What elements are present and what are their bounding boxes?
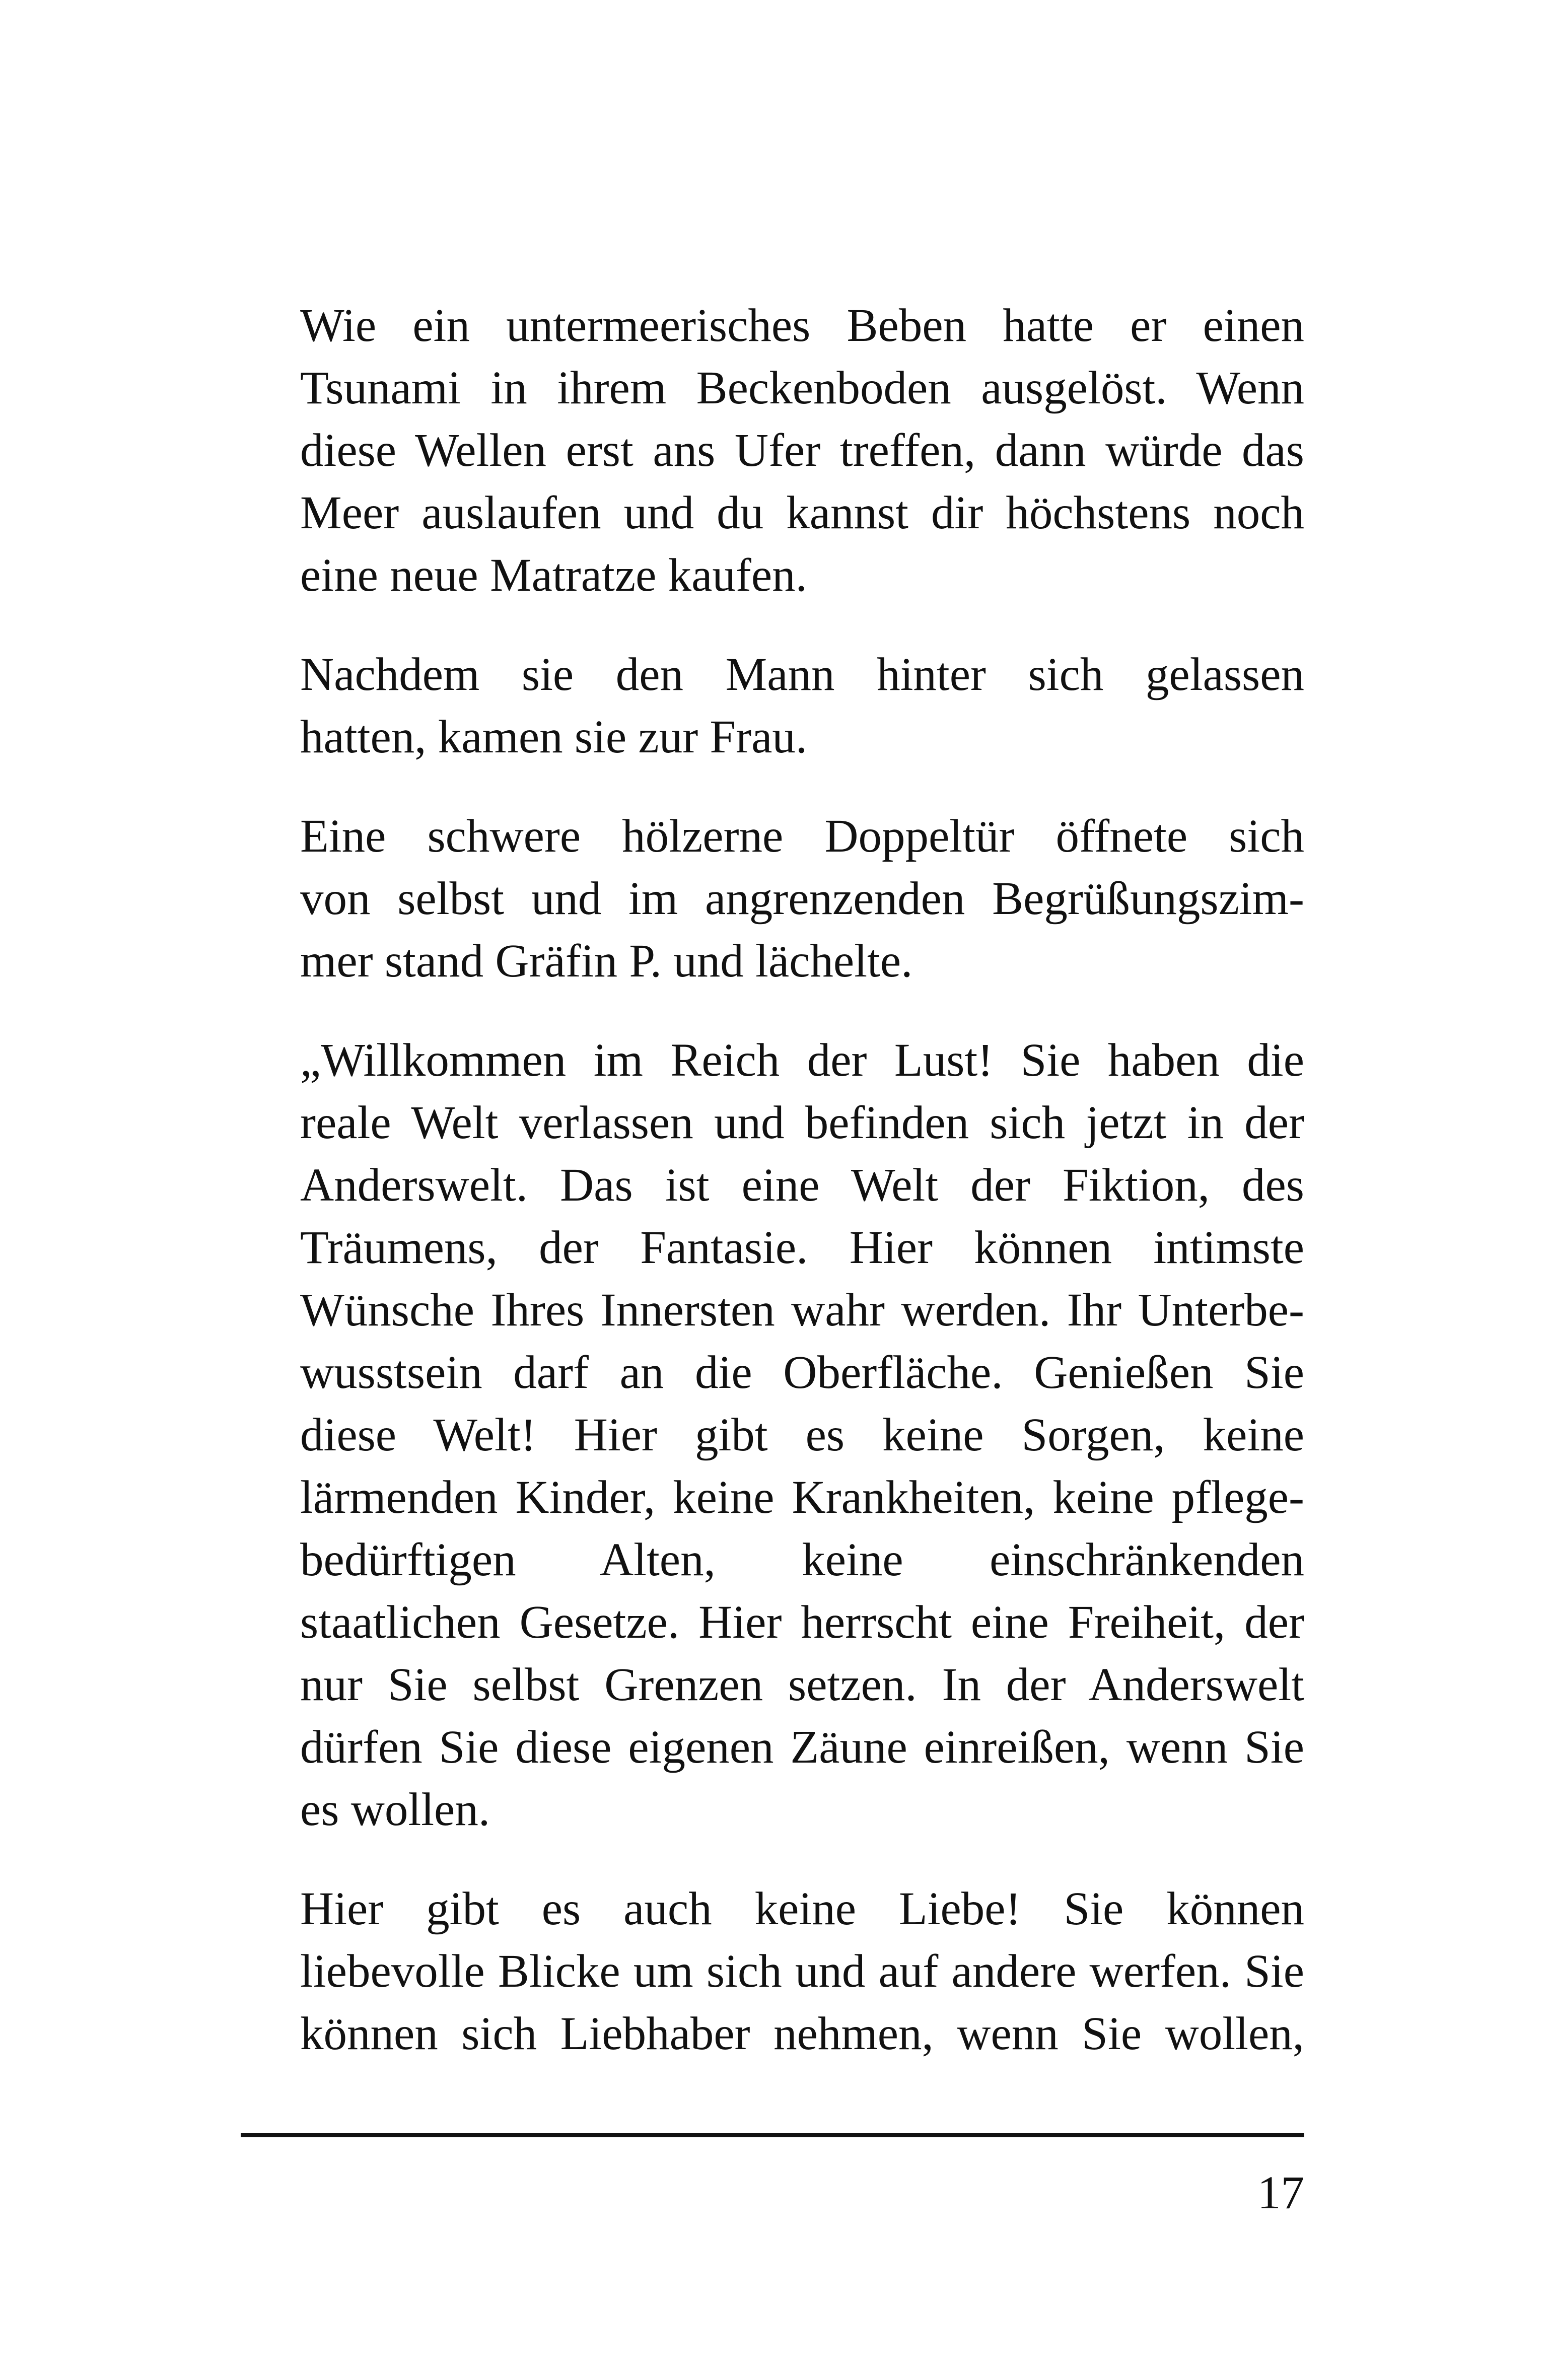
text-line: lärmenden Kinder, keine Krankheiten, keine pflege- [300, 1472, 1304, 1523]
paragraph [241, 295, 1304, 607]
text-line: können sich Liebhaber nehmen, wenn Sie wollen, [300, 2008, 1304, 2060]
text-line: mer stand Gräfin P. und lächelte. [300, 935, 913, 987]
text-line: von selbst und im angrenzenden Begrüßungszim- [300, 873, 1304, 925]
body-text [241, 295, 1304, 2102]
text-line: Wünsche Ihres Innersten wahr werden. Ihr Unterbe- [300, 1284, 1304, 1336]
text-line: dürfen Sie diese eigenen Zäune einreißen, wenn Sie [300, 1721, 1304, 1773]
paragraph [241, 805, 1304, 993]
text-line: bedürftigen Alten, keine einschränkenden [300, 1534, 1304, 1586]
text-line: hatten, kamen sie zur Frau. [300, 711, 808, 763]
text-line: Meer auslaufen und du kannst dir höchstens noch [300, 487, 1304, 539]
text-line: es wollen. [300, 1784, 490, 1836]
text-line: „Willkommen im Reich der Lust! Sie haben die [300, 1034, 1304, 1086]
text-line: nur Sie selbst Grenzen setzen. In der Anderswelt [300, 1659, 1304, 1711]
text-line: Nachdem sie den Mann hinter sich gelassen [300, 649, 1304, 701]
paragraph [241, 644, 1304, 768]
text-line: diese Welt! Hier gibt es keine Sorgen, keine [300, 1409, 1304, 1461]
text-line: Wie ein untermeerisches Beben hatte er einen [300, 300, 1304, 352]
text-line: Träumens, der Fantasie. Hier können intimste [300, 1222, 1304, 1274]
paragraph [241, 1878, 1304, 2065]
text-line: eine neue Matratze kaufen. [300, 549, 807, 601]
text-line: staatlichen Gesetze. Hier herrscht eine Freiheit, der [300, 1596, 1304, 1648]
text-line: liebevolle Blicke um sich und auf andere werfen. Sie [300, 1945, 1304, 1997]
text-line: Tsunami in ihrem Beckenboden ausgelöst. Wenn [300, 362, 1304, 414]
footer-rule [241, 2133, 1304, 2137]
page-number: 17 [1257, 2167, 1304, 2219]
text-line: wusstsein darf an die Oberfläche. Genießen Sie [300, 1347, 1304, 1398]
text-line: Anderswelt. Das ist eine Welt der Fiktion, des [300, 1159, 1304, 1211]
text-line: diese Wellen erst ans Ufer treffen, dann würde das [300, 425, 1304, 476]
text-line: Eine schwere hölzerne Doppeltür öffnete sich [300, 810, 1304, 862]
paragraph [241, 1029, 1304, 1841]
text-line: Hier gibt es auch keine Liebe! Sie können [300, 1883, 1304, 1935]
text-line: reale Welt verlassen und befinden sich jetzt in der [300, 1097, 1304, 1149]
